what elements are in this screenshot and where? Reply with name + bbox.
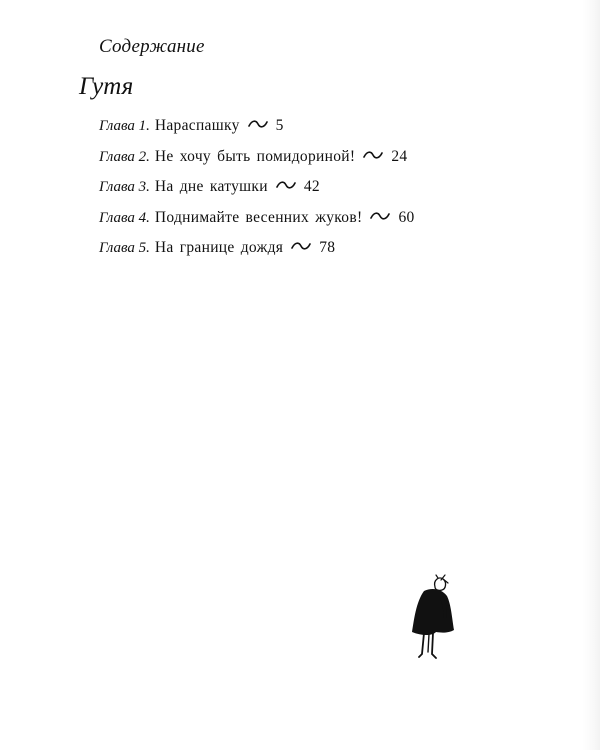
tilde-icon	[291, 235, 311, 259]
chapter-title: Нараспашку	[154, 117, 240, 134]
chapter-title: Поднимайте весенних жуков!	[154, 208, 363, 226]
walking-figure-illustration	[402, 574, 460, 666]
chapter-title: На границе дождя	[154, 239, 284, 256]
chapter-page-number: 42	[303, 178, 320, 195]
chapter-title: На дне катушки	[154, 178, 268, 195]
chapter-title: Не хочу быть помидориной!	[154, 147, 356, 165]
tilde-icon	[276, 174, 296, 198]
tilde-icon	[370, 205, 390, 229]
part-title: Гутя	[79, 73, 134, 100]
chapter-entry-3[interactable]	[99, 174, 415, 205]
chapter-list	[99, 113, 415, 266]
chapter-number: Глава 2.	[99, 148, 150, 165]
chapter-number: Глава 5.	[99, 240, 150, 256]
chapter-entry-4[interactable]	[99, 205, 415, 236]
chapter-page-number: 24	[391, 147, 408, 165]
chapter-entry-2[interactable]	[99, 144, 415, 175]
chapter-number: Глава 4.	[99, 209, 150, 226]
chapter-number: Глава 3.	[99, 179, 150, 195]
chapter-page-number: 5	[275, 117, 284, 134]
chapter-entry-5[interactable]	[99, 235, 415, 266]
chapter-page-number: 60	[398, 208, 415, 226]
chapter-number: Глава 1.	[99, 118, 150, 134]
chapter-entry-1[interactable]	[99, 113, 415, 144]
chapter-page-number: 78	[319, 239, 336, 256]
toc-heading: Содержание	[99, 36, 205, 57]
page-edge-shadow	[582, 0, 600, 750]
tilde-icon	[248, 113, 268, 137]
tilde-icon	[363, 144, 383, 168]
